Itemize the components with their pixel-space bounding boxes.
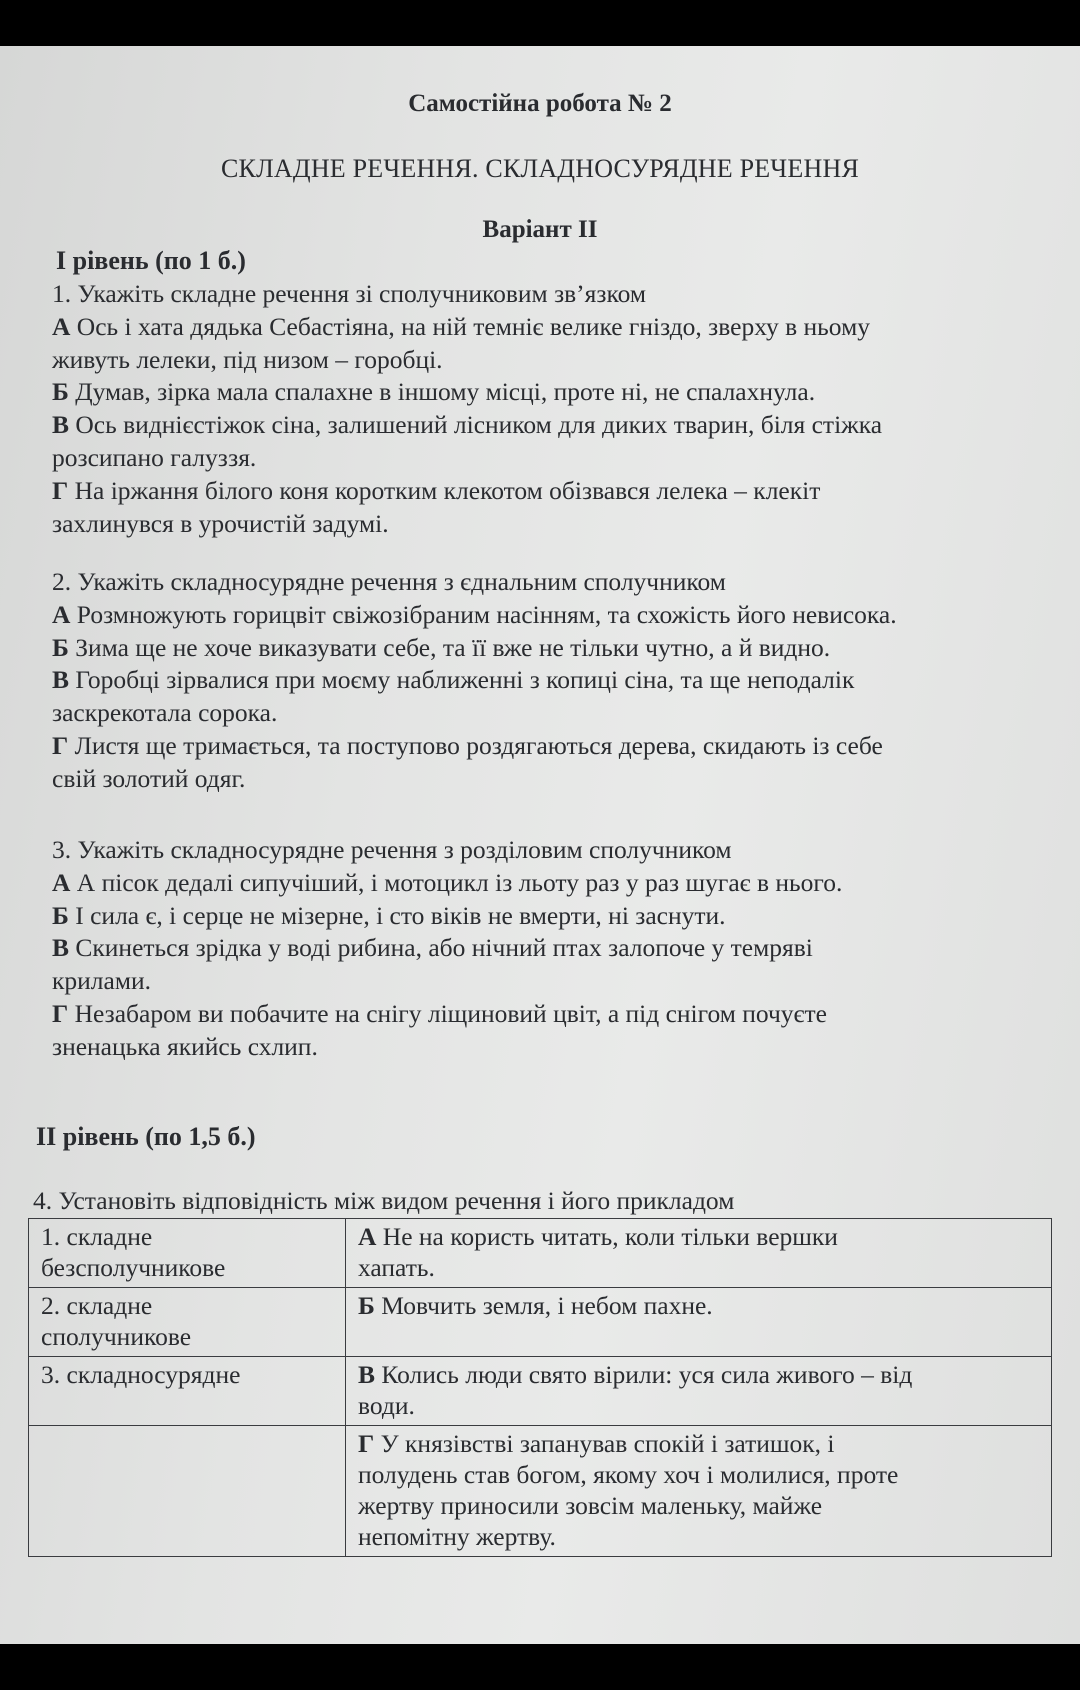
document-topic: СКЛАДНЕ РЕЧЕННЯ. СКЛАДНОСУРЯДНЕ РЕЧЕННЯ	[221, 154, 859, 183]
question-3-text: 3. Укажіть складносурядне речення з розділовим сполучником	[52, 835, 732, 864]
option-text-line: Горобці зірвалися при моєму наближенні з копиці сіна, та ще неподалік	[75, 665, 855, 695]
option-letter: Б	[52, 900, 69, 930]
table-cell-type	[29, 1288, 346, 1357]
option-text-line: заскрекотала сорока.	[52, 698, 278, 728]
table-row	[29, 1288, 1052, 1357]
option-text-line: зненацька якийсь схлип.	[52, 1031, 318, 1061]
question-3-option-v	[52, 932, 1042, 965]
cell-text: У князівстві запанував спокій і затишок, і	[380, 1429, 835, 1458]
question-2-option-v-cont	[52, 697, 1042, 730]
cell-text-line	[358, 1290, 1041, 1321]
question-2-option-g	[52, 730, 1042, 763]
question-3-option-g	[52, 998, 1042, 1031]
table-cell-example	[346, 1357, 1052, 1426]
question-1-option-g-cont	[52, 508, 1042, 541]
question-3-option-g-cont	[52, 1031, 1042, 1064]
question-1-text: 1. Укажіть складне речення зі сполучниковим зв’язком	[52, 279, 646, 308]
option-letter: А	[52, 311, 71, 341]
option-text-line: свій золотий одяг.	[52, 763, 246, 793]
question-1-option-b	[52, 376, 1042, 409]
question-1-option-g	[52, 475, 1042, 508]
cell-text-line: полудень став богом, якому хоч і молилися, проте	[358, 1460, 899, 1489]
cell-text-line	[358, 1221, 1041, 1252]
question-1-option-a-cont	[52, 344, 1042, 377]
cell-text-line: непомітну жертву.	[358, 1522, 556, 1551]
question-2	[52, 566, 1042, 796]
option-text-line: А пісок дедалі сипучіший, і мотоцикл із льоту раз у раз шугає в нього.	[76, 867, 843, 897]
question-1-option-v-cont	[52, 442, 1042, 475]
table-cell-type	[29, 1357, 346, 1426]
option-text-line: Зима ще не хоче виказувати себе, та її вже не тільки чутно, а й видно.	[75, 632, 831, 662]
cell-text: Колись люди свято вірили: уся сила живого – від	[381, 1360, 913, 1389]
option-text-line: крилами.	[52, 966, 151, 996]
question-2-option-b	[52, 632, 1042, 665]
option-letter: Б	[358, 1291, 375, 1320]
variant-label: Варіант ІІ	[482, 216, 598, 243]
option-letter: А	[52, 867, 71, 897]
question-3-option-a	[52, 867, 1042, 900]
question-1-option-a	[52, 311, 1042, 344]
option-text-line: захлинувся в урочистій задумі.	[52, 508, 389, 538]
cell-text-line	[358, 1359, 1041, 1390]
table-cell-type-empty	[29, 1426, 346, 1557]
option-letter: А	[358, 1222, 377, 1251]
table-cell-example	[346, 1426, 1052, 1557]
option-letter: Б	[52, 377, 69, 407]
worksheet-page	[0, 46, 1080, 1644]
question-3	[52, 834, 1042, 1064]
option-text-line: живуть лелеки, під низом – горобці.	[52, 344, 443, 374]
option-text-line: Ось і хата дядька Себастіяна, на ній темніє велике гніздо, зверху в ньому	[76, 311, 870, 341]
question-2-option-v	[52, 664, 1042, 697]
question-2-option-a	[52, 599, 1042, 632]
cell-text-line	[358, 1428, 1041, 1459]
option-letter: Б	[52, 632, 69, 662]
option-letter: Г	[358, 1429, 375, 1458]
table-row	[29, 1426, 1052, 1557]
level-2-heading: ІІ рівень (по 1,5 б.)	[36, 1122, 256, 1151]
option-letter: В	[52, 933, 70, 963]
table-row	[29, 1357, 1052, 1426]
question-1	[52, 278, 1042, 540]
option-text-line: І сила є, і серце не мізерне, і сто віків не вмерти, ні заснути.	[75, 900, 726, 930]
table-cell-example	[346, 1219, 1052, 1288]
option-letter: А	[52, 599, 71, 629]
cell-text-line: 3. складносурядне	[41, 1360, 241, 1389]
option-letter: В	[358, 1360, 376, 1389]
option-text-line: Скинеться зрідка у воді рибина, або нічний птах залопоче у темряві	[75, 933, 813, 963]
option-text-line: Незабаром ви побачите на снігу ліщиновий цвіт, а під снігом почуєте	[74, 998, 827, 1028]
question-2-option-g-cont	[52, 763, 1042, 796]
question-4-text: 4. Установіть відповідність між видом речення і його прикладом	[33, 1186, 735, 1215]
option-letter: Г	[52, 730, 69, 760]
question-3-option-v-cont	[52, 965, 1042, 998]
cell-text: Мовчить земля, і небом пахне.	[381, 1291, 713, 1320]
cell-text: Не на користь читать, коли тільки вершки	[382, 1222, 838, 1251]
option-letter: В	[52, 665, 70, 695]
question-2-text: 2. Укажіть складносурядне речення з єднальним сполучником	[52, 567, 726, 596]
question-1-option-v	[52, 409, 1042, 442]
option-text-line: Ось виднієстіжок сіна, залишений лісником для диких тварин, біля стіжка	[75, 410, 883, 440]
option-text-line: Розмножують горицвіт свіжозібраним насінням, та схожість його невисока.	[76, 599, 897, 629]
level-1-heading: І рівень (по 1 б.)	[56, 246, 246, 275]
document-title: Самостійна робота № 2	[408, 90, 672, 117]
matching-table	[28, 1218, 1052, 1557]
option-letter: Г	[52, 998, 69, 1028]
cell-text-line: хапать.	[358, 1253, 435, 1282]
option-text-line: розсипано галуззя.	[52, 442, 257, 472]
cell-text-line: жертву приносили зовсім маленьку, майже	[358, 1491, 823, 1520]
option-text-line: На іржання білого коня коротким клекотом обізвався лелека – клекіт	[74, 475, 821, 505]
option-text-line: Думав, зірка мала спалахне в іншому місці, проте ні, не спалахнула.	[75, 377, 816, 407]
table-cell-example	[346, 1288, 1052, 1357]
cell-text-line: сполучникове	[41, 1322, 192, 1351]
cell-text-line: води.	[358, 1391, 415, 1420]
table-row	[29, 1219, 1052, 1288]
cell-text-line: безсполучникове	[41, 1253, 226, 1282]
option-letter: Г	[52, 475, 69, 505]
table-cell-type	[29, 1219, 346, 1288]
option-text-line: Листя ще тримається, та поступово роздягаються дерева, скидають із себе	[74, 730, 883, 760]
option-letter: В	[52, 410, 70, 440]
cell-text-line: 2. складне	[41, 1291, 153, 1320]
cell-text-line: 1. складне	[41, 1222, 153, 1251]
question-3-option-b	[52, 900, 1042, 933]
